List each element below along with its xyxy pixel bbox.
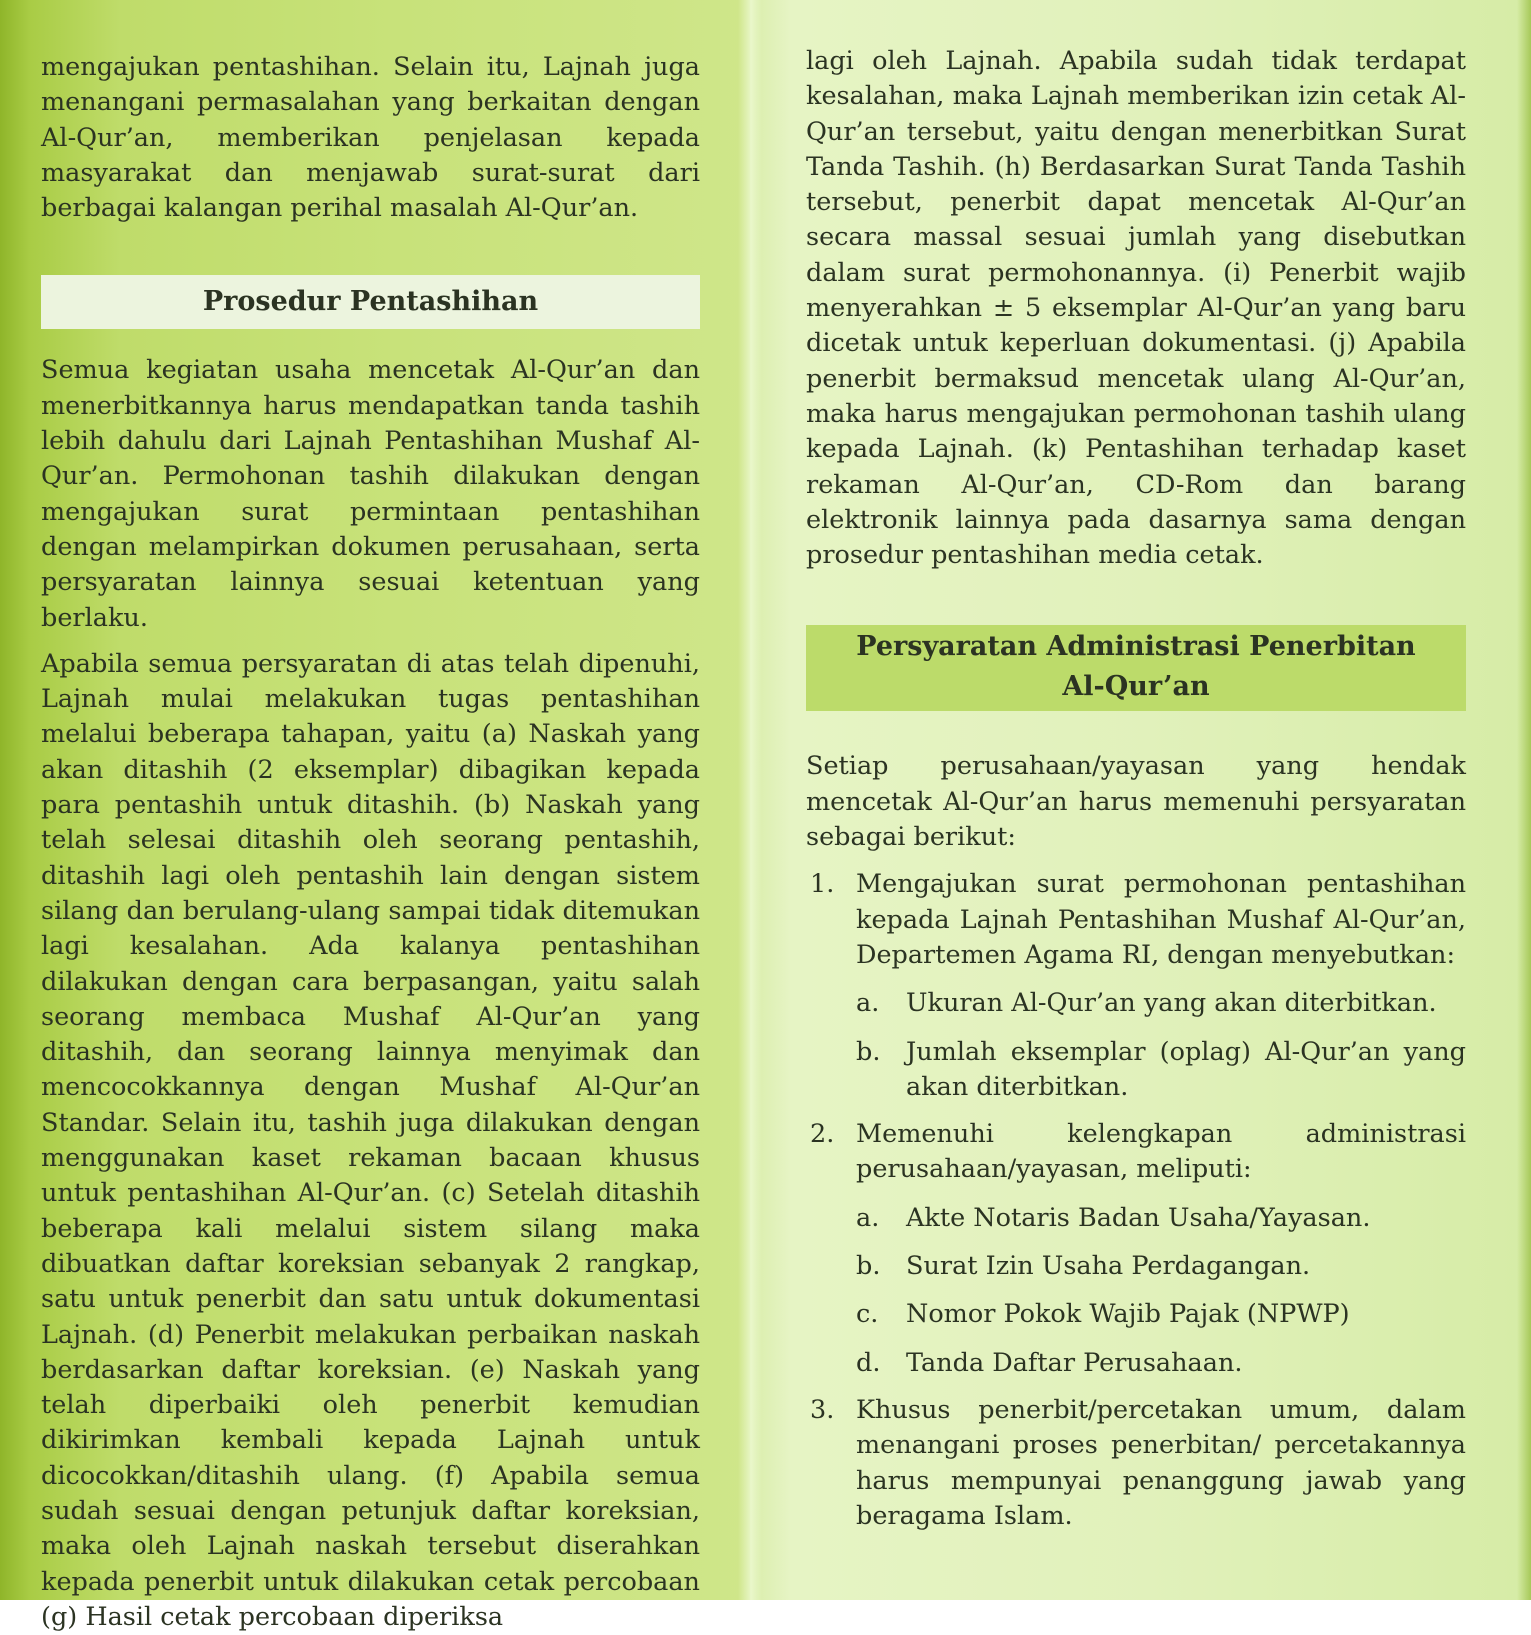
item-number: 2.	[810, 1119, 835, 1150]
sub-list	[856, 1201, 1466, 1381]
item-text: Mengajukan surat permohonan pentashihan kepada Lajnah Pentashihan Mushaf Al-Qur’an, Departemen Agama RI, dengan menyebutkan:	[856, 869, 1466, 970]
sub-item-text: Surat Izin Usaha Perdagangan.	[906, 1251, 1311, 1282]
sub-item-letter: b.	[856, 1251, 881, 1282]
sub-list-item	[856, 986, 1466, 1021]
section-heading-persyaratan	[806, 625, 1466, 711]
requirements-list	[806, 867, 1466, 1534]
sub-item-text: Tanda Daftar Perusahaan.	[906, 1347, 1243, 1378]
sub-list-item	[856, 1249, 1466, 1284]
requirements-intro: Setiap perusahaan/yayasan yang hendak mencetak Al-Qur’an harus memenuhi persyaratan sebagai berikut:	[806, 751, 1466, 853]
sub-item-text: Jumlah eksemplar (oplag) Al-Qur’an yang akan diterbitkan.	[906, 1036, 1466, 1102]
item-number: 1.	[810, 869, 835, 900]
item-number: 3.	[810, 1394, 835, 1425]
list-item	[806, 1393, 1466, 1534]
page-edge	[1517, 0, 1531, 1600]
sub-item-letter: a.	[856, 988, 880, 1019]
sub-item-text: Akte Notaris Badan Usaha/Yayasan.	[906, 1202, 1371, 1233]
sub-list-item	[856, 1346, 1466, 1381]
sub-item-letter: a.	[856, 1202, 880, 1233]
page-gutter	[738, 0, 762, 1600]
list-item	[806, 867, 1466, 1105]
sub-list	[856, 986, 1466, 1105]
paragraph-1: Semua kegiatan usaha mencetak Al-Qur’an dan menerbitkannya harus mendapatkan tanda tashih lebih dahulu dari Lajnah Pentashihan Mushaf Al-Qur’an. Permohonan tashih dilakukan dengan mengajukan surat permintaan pentashihan dengan melampirkan dokumen perusahaan, serta persyaratan lainnya sesuai ketentuan yang berlaku.	[41, 355, 700, 633]
right-column	[806, 44, 1466, 1534]
sub-item-text: Ukuran Al-Qur’an yang akan diterbitkan.	[906, 988, 1437, 1019]
sub-item-letter: b.	[856, 1036, 881, 1067]
intro-paragraph: mengajukan pentashihan. Selain itu, Lajnah juga menangani permasalahan yang berkaitan dengan Al-Qur’an, memberikan penjelasan kepada masyarakat dan menjawab surat-surat dari berbagai kalangan perihal masalah Al-Qur’an.	[41, 52, 700, 224]
heading-line-1: Persyaratan Administrasi Penerbitan	[856, 631, 1416, 663]
sub-list-item	[856, 1035, 1466, 1106]
sub-item-letter: c.	[856, 1299, 879, 1330]
sub-list-item	[856, 1201, 1466, 1236]
item-text: Khusus penerbit/percetakan umum, dalam menangani proses penerbitan/ percetakannya harus mempunyai penanggung jawab yang beragama Islam.	[856, 1394, 1466, 1531]
paragraph-2: Apabila semua persyaratan di atas telah dipenuhi, Lajnah mulai melakukan tugas pentashihan melalui beberapa tahapan, yaitu (a) Naskah yang akan ditashih (2 eksemplar) dibagikan kepada para pentashih untuk ditashih. (b) Naskah yang telah selesai ditashih oleh seorang pentashih, ditashih lagi oleh pentashih lain dengan sistem silang dan berulang-ulang sampai tidak ditemukan lagi kesalahan. Ada kalanya pentashihan dilakukan dengan cara berpasangan, yaitu salah seorang membaca Mushaf Al-Qur’an yang ditashih, dan seorang lainnya menyimak dan mencocokkannya dengan Mushaf Al-Qur’an Standar. Selain itu, tashih juga dilakukan dengan menggunakan kaset rekaman bacaan khusus untuk pentashihan Al-Qur’an. (c) Setelah ditashih beberapa kali melalui sistem silang maka dibuatkan daftar koreksian sebanyak 2 rangkap, satu untuk penerbit dan satu untuk dokumentasi Lajnah. (d) Penerbit melakukan perbaikan naskah berdasarkan daftar koreksian. (e) Naskah yang telah diperbaiki oleh penerbit kemudian dikirimkan kembali kepada Lajnah untuk dicocokkan/ditashih ulang. (f) Apabila semua sudah sesuai dengan petunjuk daftar koreksian, maka oleh Lajnah naskah tersebut diserahkan kepada penerbit untuk dilakukan cetak percobaan (g) Hasil cetak percobaan diperiksa	[41, 648, 700, 1632]
left-column	[41, 50, 700, 1635]
list-item	[806, 1117, 1466, 1381]
sub-item-text: Nomor Pokok Wajib Pajak (NPWP)	[906, 1299, 1350, 1330]
item-text: Memenuhi kelengkapan administrasi perusahaan/yayasan, meliputi:	[856, 1119, 1466, 1185]
sub-list-item	[856, 1297, 1466, 1332]
sub-item-letter: d.	[856, 1347, 881, 1378]
continuation-paragraph: lagi oleh Lajnah. Apabila sudah tidak terdapat kesalahan, maka Lajnah memberikan izin cetak Al-Qur’an tersebut, yaitu dengan menerbitkan Surat Tanda Tashih. (h) Berdasarkan Surat Tanda Tashih tersebut, penerbit dapat mencetak Al-Qur’an secara massal sesuai jumlah yang disebutkan dalam surat permohonannya. (i) Penerbit wajib menyerahkan ± 5 eksemplar Al-Qur’an yang baru dicetak untuk keperluan dokumentasi. (j) Apabila penerbit bermaksud mencetak ulang Al-Qur’an, maka harus mengajukan permohonan tashih ulang kepada Lajnah. (k) Pentashihan terhadap kaset rekaman Al-Qur’an, CD-Rom dan barang elektronik lainnya pada dasarnya sama dengan prosedur pentashihan media cetak.	[806, 46, 1466, 571]
heading-line-2: Al-Qur’an	[1062, 671, 1210, 703]
section-heading-prosedur: Prosedur Pentashihan	[41, 275, 700, 329]
